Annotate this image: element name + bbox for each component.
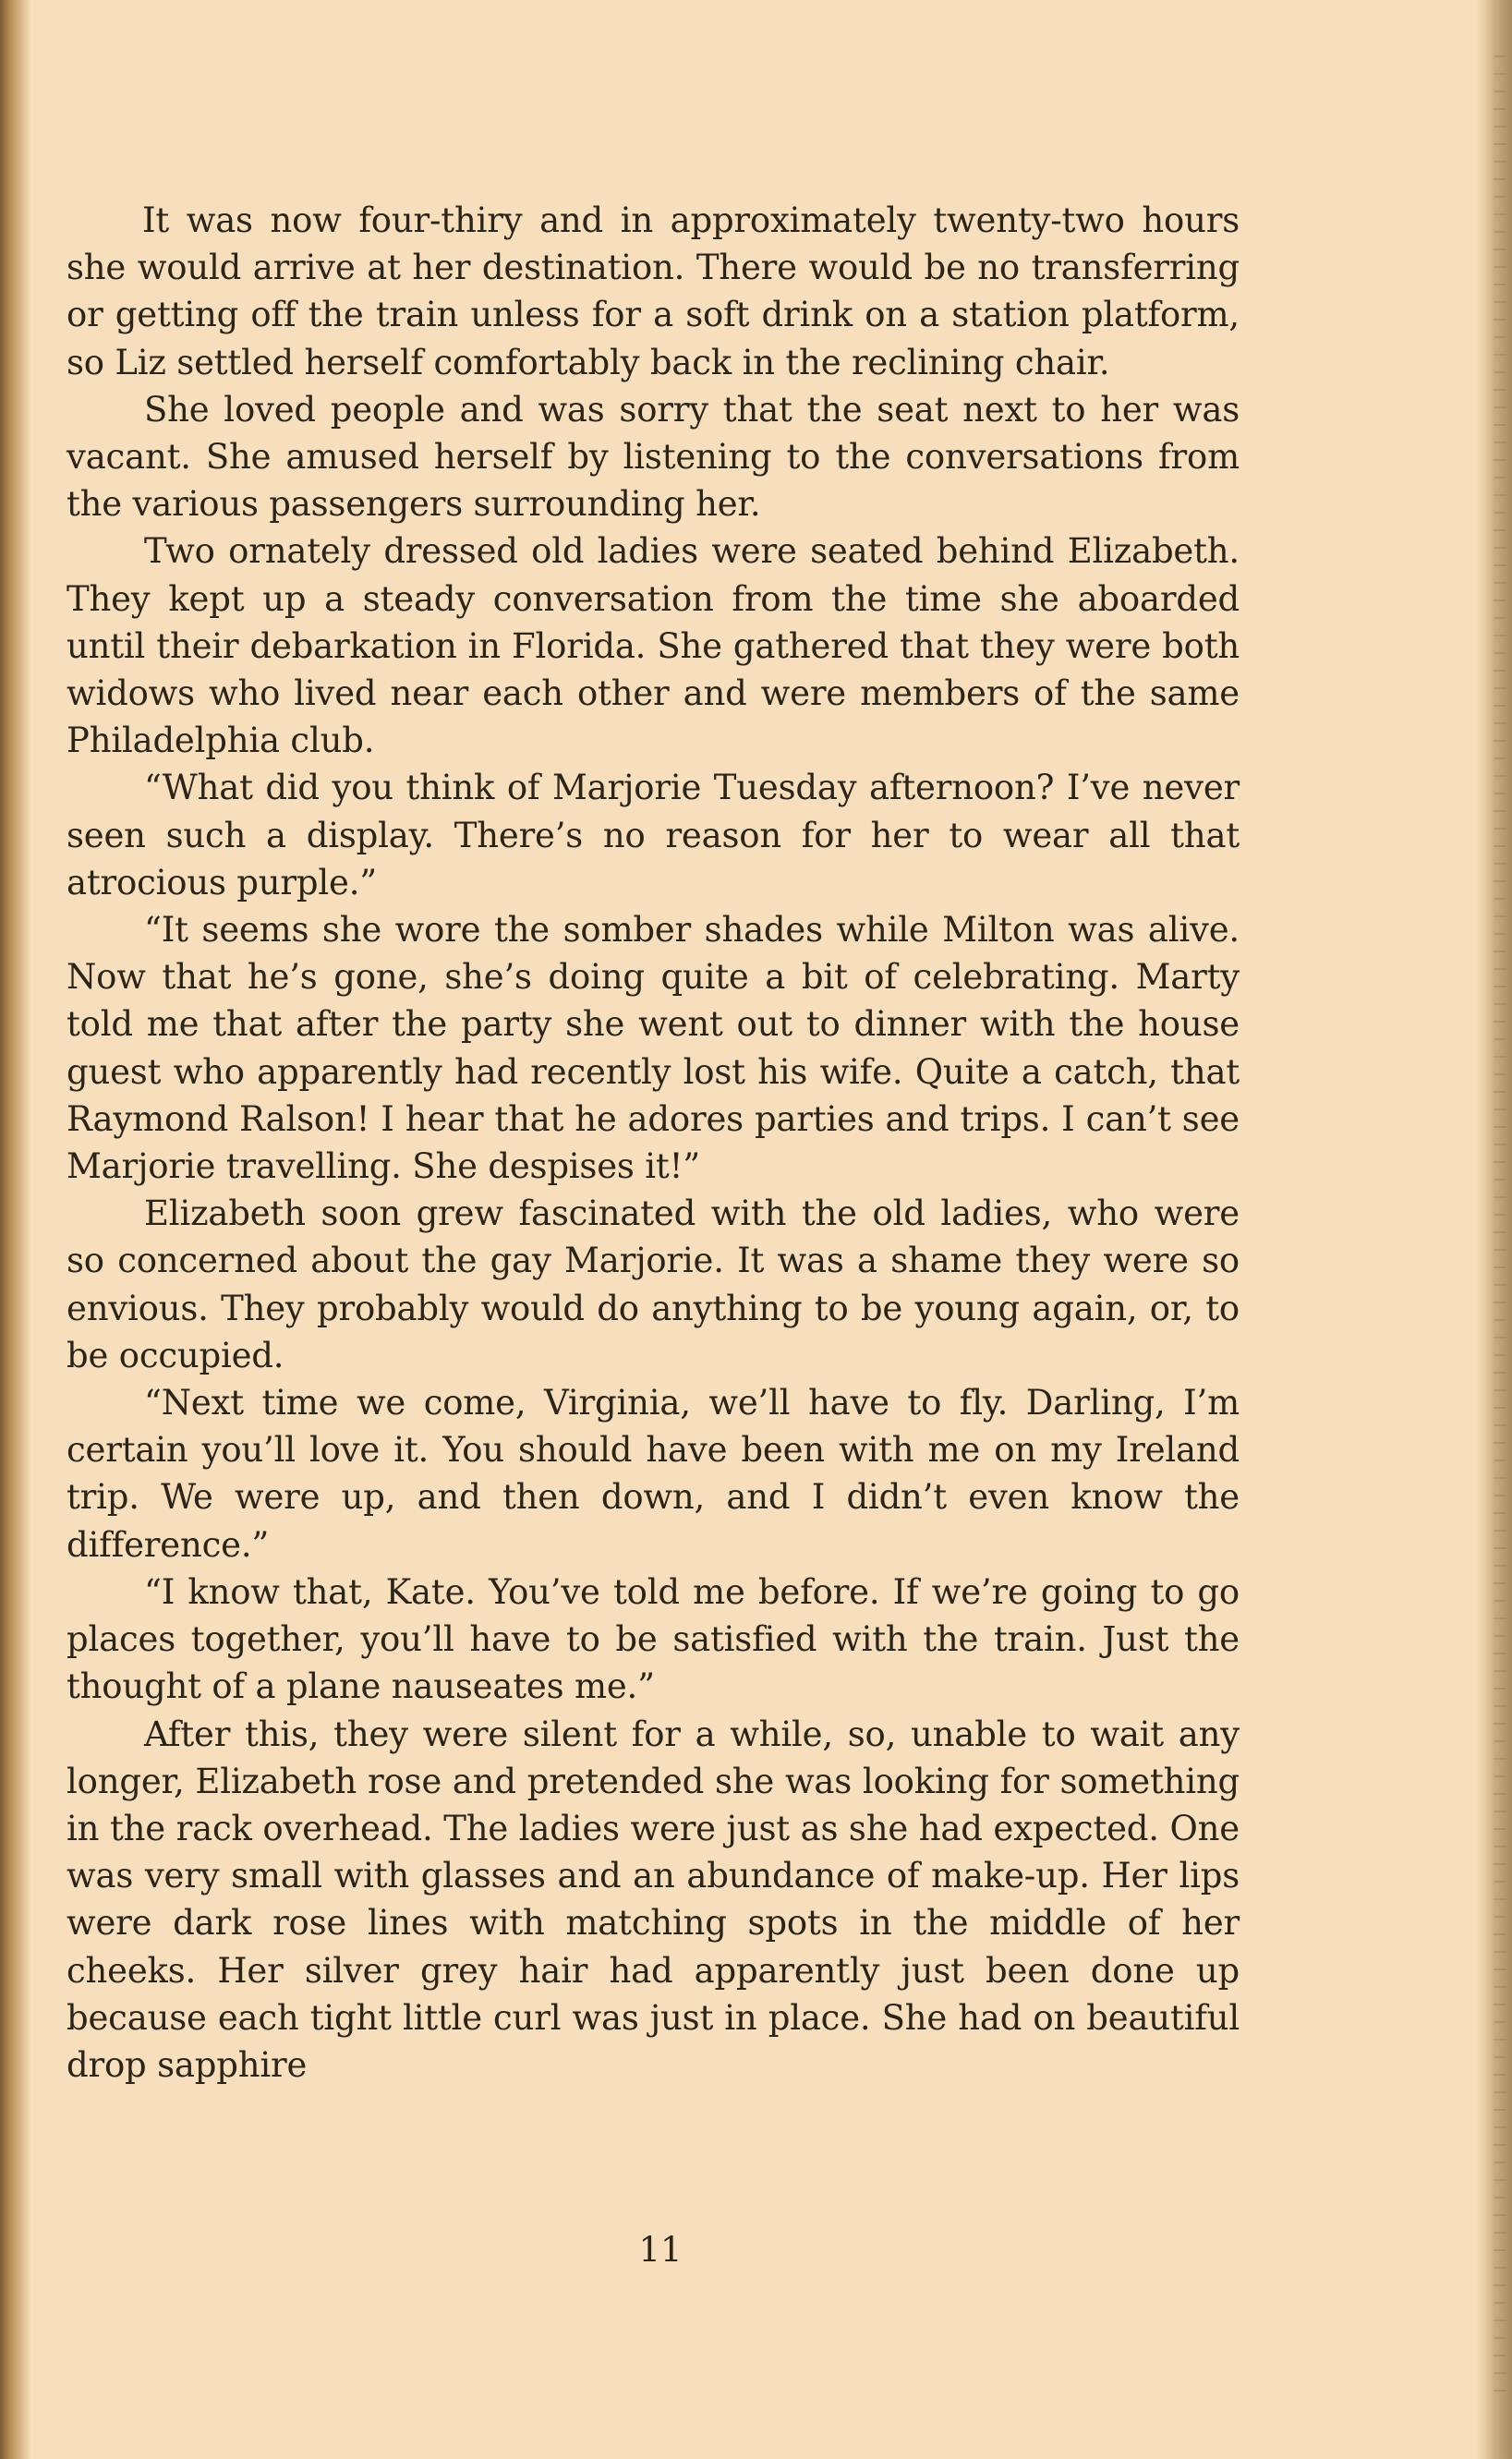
paragraph: It was now four-thiry and in approximately twenty-two hours she would arrive at her destination. There would be no transferring or getting off the train unless for a soft drink on a station platform, so Liz settled herself comfortably back in the reclining chair.	[67, 200, 1240, 382]
page-number: 11	[638, 2230, 683, 2270]
paragraph: After this, they were silent for a while, so, unable to wait any longer, Elizabeth rose and pretended she was looking for something in the rack overhead. The ladies were just as she had expected. One was very small with glasses and an abundance of make-up. Her lips were dark rose lines with matching spots in the middle of her cheeks. Her silver grey hair had apparently just been done up because each tight little curl was just in place. She had on beautiful drop sapphire	[67, 1714, 1240, 2085]
paragraph: Elizabeth soon grew fascinated with the old ladies, who were so concerned about the gay Marjorie. It was a shame they were so envious. They probably would do anything to be young again, or, to be occupied.	[67, 1193, 1240, 1375]
paragraph: Two ornately dressed old ladies were seated behind Elizabeth. They kept up a steady conversation from the time she aboarded until their debarkation in Florida. She gathered that they were both widows who lived near each other and were members of the same Philadelphia club.	[67, 531, 1240, 761]
paragraph: “I know that, Kate. You’ve told me before. If we’re going to go places together, you’ll have to be satisfied with the train. Just the thought of a plane nauseates me.”	[67, 1571, 1240, 1707]
body-text	[67, 197, 1240, 2089]
paragraph: “What did you think of Marjorie Tuesday afternoon? I’ve never seen such a display. There’s no reason for her to wear all that atrocious purple.”	[67, 768, 1240, 902]
paragraph: She loved people and was sorry that the seat next to her was vacant. She amused herself by listening to the conversations from the various passengers surrounding her.	[67, 389, 1240, 525]
page-edge-lines	[1494, 55, 1506, 2402]
paragraph: “Next time we come, Virginia, we’ll have to fly. Darling, I’m certain you’ll love it. You should have been with me on my Ireland trip. We were up, and then down, and I didn’t even know the difference.”	[67, 1383, 1240, 1565]
paragraph: “It seems she wore the somber shades while Milton was alive. Now that he’s gone, she’s doing quite a bit of celebrating. Marty told me that after the party she went out to dinner with the house guest who apparently had recently lost his wife. Quite a catch, that Raymond Ralson! I hear that he adores parties and trips. I can’t see Marjorie travelling. She despises it!”	[67, 910, 1240, 1187]
binding-shadow	[0, 0, 31, 2459]
